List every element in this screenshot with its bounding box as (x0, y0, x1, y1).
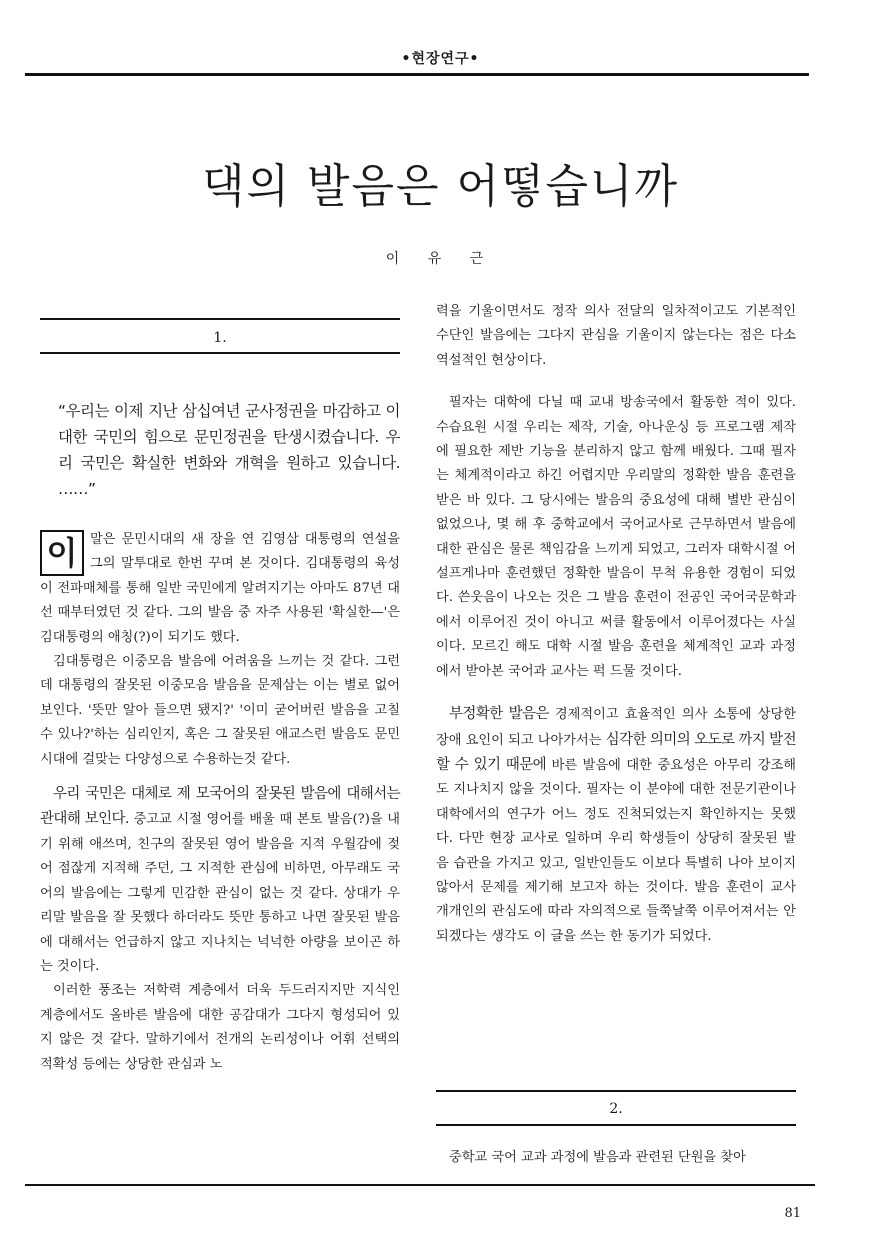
emphasis-text: 부정확한 발음은 (449, 706, 549, 723)
paragraph (40, 528, 400, 650)
paragraph: 중학교 국어 교과 과정에 발음과 관련된 단원을 찾아 (449, 1150, 746, 1165)
emphasis-text: 심각한 의미의 오도로 까지 발전할 수 있기 때문에 (436, 731, 796, 773)
paragraph: 김대통령은 이중모음 발음에 어려움을 느끼는 것 같다. 그런데 대통령의 잘못된 이중모음 발음을 문제삼는 이는 별로 없어 보인다. '뜻만 알아 들으면 됐지?' '이미 굳어버린 발음을 고칠 수 있나?'하는 심리인지, 혹은 그 잘못된 애교스런 발음도 문민시대에 걸맞는 다양성으로 수용하는것 같다. (40, 654, 400, 767)
paragraph-text: 말은 문민시대의 새 장을 연 김영삼 대통령의 연설을 그의 말투대로 한번 꾸며 본 것이다. 김대통령의 육성이 전파매체를 통해 일반 국민에게 알려지기는 아마도 87년 대선 때부터였던 것 같다. 그의 발음 중 자주 사용된 '확실한—'은 김대통령의 애칭(?)이 되기도 했다. (40, 532, 400, 645)
footer-rule (25, 1184, 815, 1186)
paragraph-text: 바른 발음에 대한 중요성은 아무리 강조해도 지나치지 않을 것이다. 필자는 이 분야에 대한 전문기관이나 대학에서의 연구가 어느 정도 진척되었는지 확인하지는 못했다. 다만 현장 교사로 일하며 우리 학생들이 상당히 잘못된 발음 습관을 가지고 있고, 일반인들도 이보다 특별히 나아 보이지 않아서 문제를 제기해 보고자 하는 것이다. 발음 훈련이 교사 개개인의 관심도에 따라 자의적으로 들쭉날쭉 이루어져서는 안 되겠다는 생각도 이 글을 쓰는 한 동기가 되었다. (436, 757, 796, 944)
article-author: 이 유 근 (385, 251, 496, 267)
article-title: 댁의 발음은 어떻습니까 (201, 159, 679, 214)
paragraph (436, 702, 796, 949)
section2-top-rule (436, 1090, 796, 1092)
section-tag: •현장연구• (401, 51, 480, 67)
header-rule (25, 73, 809, 76)
paragraph (40, 782, 400, 979)
page-number: 81 (784, 1206, 801, 1221)
right-column (436, 300, 796, 949)
emphasis-text: 우리 국민은 대체로 제 모국어의 잘못된 발음에 대해서는 관대해 보인다. (40, 786, 400, 828)
paragraph: 력을 기울이면서도 정작 의사 전달의 일차적이고도 기본적인 수단인 발음에는 그다지 관심을 기울이지 않는다는 점은 다소 역설적인 현상이다. (436, 304, 796, 368)
paragraph: 필자는 대학에 다닐 때 교내 방송국에서 활동한 적이 있다. 수습요원 시절 우리는 제작, 기술, 아나운싱 등 프로그램 제작에 필요한 제반 기능을 분리하지 않고 함께 배웠다. 그때 필자는 체계적이라고 하긴 어렵지만 우리말의 정확한 발음 훈련을 받은 바 있다. 그 당시에는 발음의 중요성에 대해 별반 관심이 없었으나, 몇 해 후 중학교에서 국어교사로 근무하면서 발음에 대한 관심은 물론 책임감을 느끼게 되었고, 그러자 대학시절 어설프게나마 훈련했던 정확한 발음이 무척 유용한 경험이 되었다. 쓴웃음이 나오는 것은 그 발음 훈련이 전공인 국어국문학과에서 이루어진 것이 아니고 써클 활동에서 이루어졌다는 사실이다. 모르긴 해도 대학 시절 발음 훈련을 체계적인 교과 과정에서 받아본 국어과 교사는 퍽 드물 것이다. (436, 395, 796, 679)
section1-bottom-rule (40, 352, 400, 354)
section2-bottom-rule (436, 1124, 796, 1126)
section1-top-rule (40, 318, 400, 320)
paragraph: 이러한 풍조는 저학력 계층에서 더욱 두드러지지만 지식인 계층에서도 올바른 발음에 대한 공감대가 그다지 형성되어 있지 않은 것 같다. 말하기에서 전개의 논리성이나 어휘 선택의 적확성 등에는 상당한 관심과 노 (40, 983, 400, 1072)
section1-heading: 1. (213, 330, 227, 346)
opening-quote: “우리는 이제 지난 삼십여년 군사정권을 마감하고 이 대한 국민의 힘으로 문민정권을 탄생시켰습니다. 우리 국민은 확실한 변화와 개혁을 원하고 있습니다. ……” (58, 402, 400, 498)
section2-heading: 2. (609, 1101, 623, 1117)
dropcap: 이 (40, 530, 84, 576)
paragraph-text: 중고교 시절 영어를 배울 때 본토 발음(?)을 내기 위해 애쓰며, 친구의 잘못된 영어 발음을 지적 우월감에 젖어 점잖게 지적해 주던, 그 지적한 관심에 비하면, 아무래도 국어의 발음에는 그렇게 민감한 관심이 없는 것 같다. 상대가 우리말 발음을 잘 못했다 하더라도 뜻만 통하고 나면 잘못된 발음에 대해서는 언급하지 않고 지나치는 넉넉한 아량을 보이곤 하는 것이다. (40, 812, 400, 974)
paragraph-text: 경제적이고 효율적인 의사 소통에 상당한 장애 요인이 되고 나아가서는 (436, 707, 796, 748)
